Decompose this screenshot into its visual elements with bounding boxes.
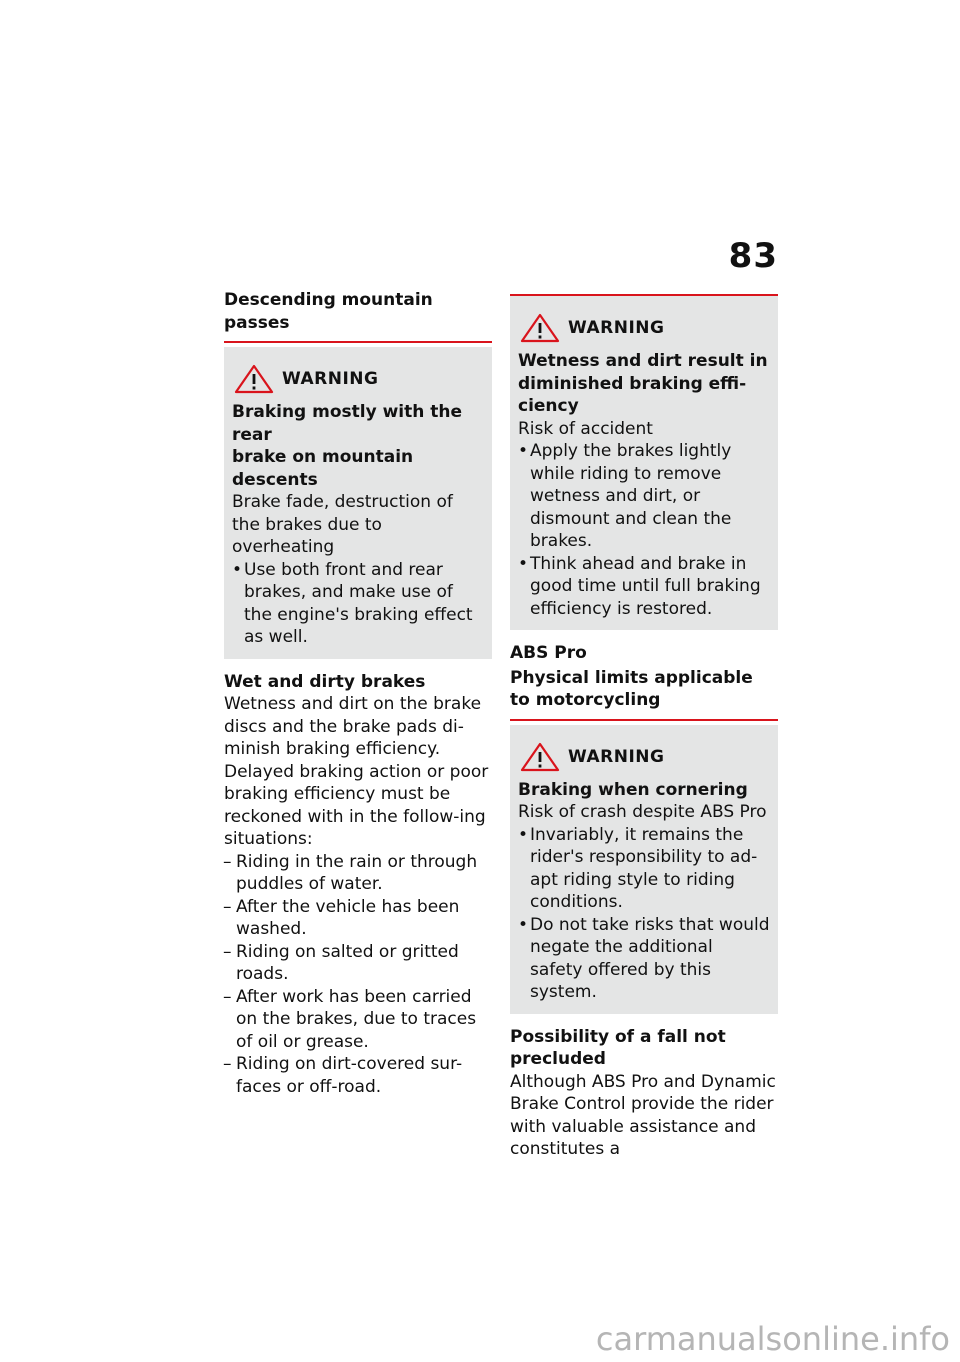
warning-bullet-list bbox=[518, 440, 770, 620]
section-title-descending: Descending mountain passes bbox=[224, 287, 492, 343]
warning-heading: Braking when cornering bbox=[518, 779, 748, 800]
warning-body: Risk of accident bbox=[518, 418, 653, 439]
warning-bullet: • Do not take risks that would negate the additional safety offered by this system. bbox=[518, 914, 770, 1004]
warning-header bbox=[518, 306, 770, 350]
warning-label: WARNING bbox=[568, 318, 665, 338]
warning-bullet-list bbox=[518, 824, 770, 1004]
list-item: – Riding in the rain or through puddles of water. bbox=[224, 851, 492, 896]
warning-triangle-icon bbox=[234, 364, 274, 394]
warning-triangle-icon bbox=[520, 742, 560, 772]
list-item: – After work has been carried on the brakes, due to traces of oil or grease. bbox=[224, 986, 492, 1054]
warning-bullet-list bbox=[232, 559, 484, 649]
wet-paragraph-2: Delayed braking action or poor braking efficiency must be reckoned with in the follow-ing situations: bbox=[224, 761, 489, 849]
warning-bullet: • Use both front and rear brakes, and make use of the engine's braking effect as well. bbox=[232, 559, 484, 649]
warning-header bbox=[232, 357, 484, 401]
warning-heading: Wetness and dirt result in diminished braking effi-ciency bbox=[518, 351, 768, 416]
list-item: – After the vehicle has been washed. bbox=[224, 896, 492, 941]
warning-header bbox=[518, 735, 770, 779]
warning-label: WARNING bbox=[568, 746, 665, 767]
warning-box-cornering bbox=[510, 725, 778, 1014]
warning-bullet: • Apply the brakes lightly while riding to remove wetness and dirt, or dismount and clean the brakes. bbox=[518, 440, 770, 553]
warning-body: Brake fade, destruction of the brakes due to overheating bbox=[232, 492, 453, 557]
warning-label: WARNING bbox=[282, 369, 379, 389]
warning-bullet: • Think ahead and brake in good time until full braking efficiency is restored. bbox=[518, 553, 770, 621]
warning-triangle-icon bbox=[520, 313, 560, 343]
fall-paragraph: Although ABS Pro and Dynamic Brake Control provide the rider with valuable assistance and constitutes a bbox=[510, 1071, 776, 1159]
warning-heading-line2: brake on mountain descents bbox=[232, 447, 414, 490]
list-item: – Riding on salted or gritted roads. bbox=[224, 941, 492, 986]
warning-box-braking-rear bbox=[224, 347, 492, 659]
warning-box-wetness bbox=[510, 294, 778, 630]
wet-paragraph-1: Wetness and dirt on the brake discs and the brake pads di-minish braking efficiency. bbox=[224, 694, 482, 759]
list-item: – Riding on dirt-covered sur-faces or off-road. bbox=[224, 1053, 492, 1098]
warning-heading-line1: Braking mostly with the rear bbox=[232, 402, 463, 445]
left-column bbox=[224, 287, 492, 1098]
warning-body: Risk of crash despite ABS Pro bbox=[518, 802, 767, 822]
right-column bbox=[510, 294, 778, 1161]
wet-situation-list bbox=[224, 851, 492, 1099]
heading-wet-dirty-brakes: Wet and dirty brakes bbox=[224, 671, 426, 692]
subheading-physical-limits: Physical limits applicable to motorcycling bbox=[510, 665, 778, 721]
watermark: carmanualsonline.info bbox=[595, 1320, 950, 1358]
heading-fall-possibility: Possibility of a fall not precluded bbox=[510, 1026, 726, 1069]
page-number: 83 bbox=[728, 236, 778, 276]
heading-abs-pro: ABS Pro bbox=[510, 643, 587, 663]
warning-bullet: • Invariably, it remains the rider's responsibility to ad-apt riding style to riding conditions. bbox=[518, 824, 770, 914]
